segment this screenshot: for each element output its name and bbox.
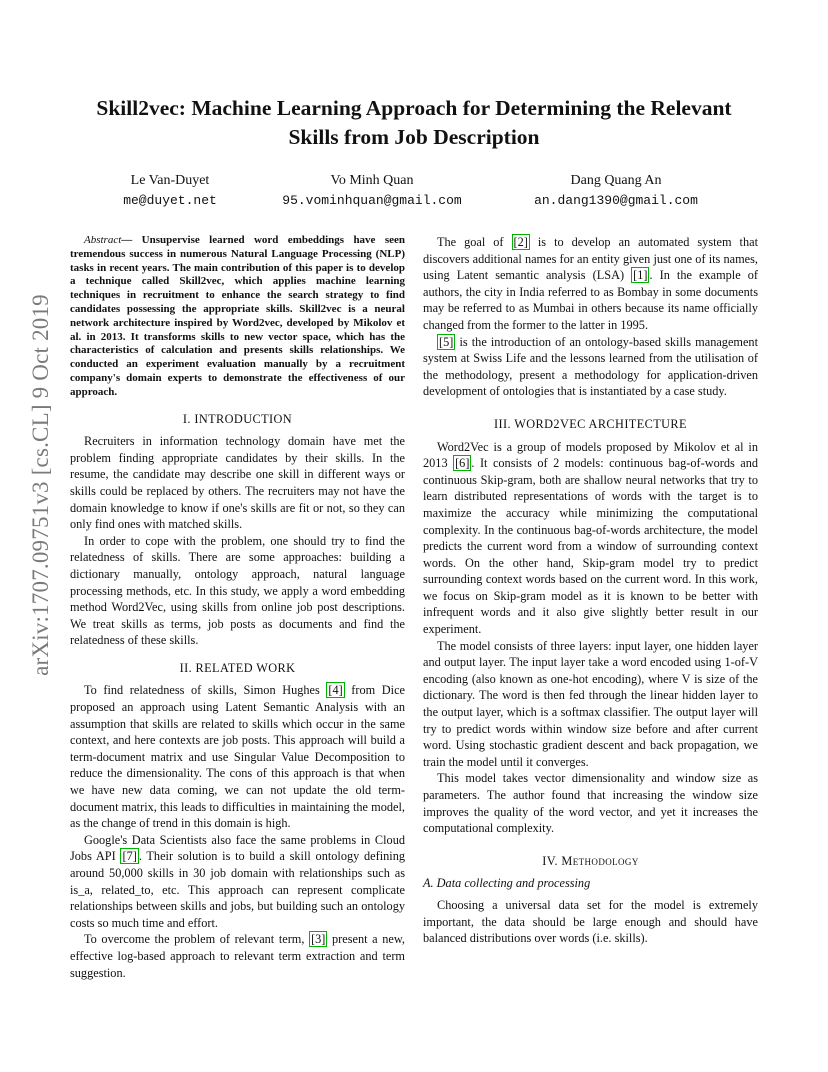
author-email: an.dang1390@gmail.com bbox=[534, 193, 698, 208]
arxiv-identifier: arXiv:1707.09751v3 [cs.CL] 9 Oct 2019 bbox=[28, 293, 53, 676]
citation-link[interactable]: [4] bbox=[328, 683, 343, 698]
subsection-heading: A. Data collecting and processing bbox=[423, 876, 591, 891]
paragraph: To find relatedness of skills, Simon Hughes [4] from Dice proposed an approach using Latent Semantic Analysis with an assumption that skills are related to skills which occur in the same context, and here contexts are job posts. This approach will build a term-document matrix and use Singular Value Decomposition to reduce the dimensionality. The cons of this approach is that when we have new data coming, we can not update the old term-document matrix, this leads to difficulties in maintaining the model, as the change of trend in this domain is high. bbox=[70, 683, 406, 831]
paragraph: Choosing a universal data set for the model is extremely important, the data should be large enough and should have balanced distributions over words (i.e. skills). bbox=[423, 897, 758, 946]
citation-link[interactable]: [3] bbox=[311, 932, 326, 947]
author-name: Vo Minh Quan bbox=[330, 173, 414, 188]
abstract bbox=[70, 234, 405, 400]
author-name: Le Van-Duyet bbox=[130, 173, 210, 188]
author-1 bbox=[95, 171, 245, 211]
citation-link[interactable]: [6] bbox=[455, 456, 470, 471]
abstract-label: Abstract bbox=[84, 234, 122, 246]
abstract-text: — Unsupervise learned word embeddings have seen tremendous success in numerous Natural Language Processing (NLP) tasks in recent years. The main contribution of this paper is to develop a technique called Skill2vec, which applies machine learning techniques in recruitment to enhance the search strategy to find candidates possessing the appropriate skills. Skill2vec is a neural network architecture inspired by Word2vec, developed by Mikolov et al. in 2013. It transforms skills to new vector space, which has the characteristics of calculation and presents skills relationships. We conducted an experiment evaluation manually by a recruitment company's domain experts to demonstrate the effectiveness of our approach. bbox=[70, 234, 405, 398]
section-heading-related-work: II. RELATED WORK bbox=[179, 660, 296, 675]
paragraph: Word2Vec is a group of models proposed by Mikolov et al in 2013 [6] . It consists of 2 models: continuous bag-of-words and continuous Skip-gram, both are shallow neural networks that try to learn distributed representations of words with the target is to maximize the accuracy while minimizing the computational complexity. In the continuous bag-of-words architecture, the model predicts the current word from a window of surrounding context words. On the other hand, Skip-gram model try to predict surrounding context words based on the current word. In this work, we focus on Skip-gram model as it is known to be better with infrequent words and it also give slightly better result in our experiment. bbox=[423, 439, 759, 637]
paragraph: Recruiters in information technology domain have met the problem finding appropriate candidates by their skills. In the resume, the candidate may describe one skill in different ways or skills could be replaced by others. The recruiters may not have the domain knowledge to know if one's skills are fit or not, so they can only find ones with matched skills. bbox=[70, 434, 405, 532]
citation-link[interactable]: [2] bbox=[513, 235, 528, 249]
section-heading-methodology: IV. Methodology bbox=[542, 853, 639, 868]
right-column bbox=[423, 234, 758, 947]
paragraph: [5] is the introduction of an ontology-based skills management system at Swiss Life and the lessons learned from the utilisation of the methodology, present a methodology for application-driven development of ontologies that is instantiated by a case study. bbox=[423, 334, 758, 399]
section-heading-word2vec: III. WORD2VEC ARCHITECTURE bbox=[494, 416, 687, 431]
citation-link[interactable]: [5] bbox=[439, 334, 454, 349]
paper-title: Skill2vec: Machine Learning Approach for Determining the Relevant Skills from Job Description bbox=[96, 96, 732, 149]
paragraph: Google's Data Scientists also face the same problems in Cloud Jobs API [7] . Their solution is to build a skill ontology defining around 50,000 skills in 30 job domain with relationships such as is_a, related_to, etc. This approach can represent complicate relationships between skills and jobs, but building such an ontology costs so much time and effort. bbox=[70, 832, 405, 930]
section-heading-introduction: I. INTRODUCTION bbox=[182, 411, 293, 426]
paragraph: This model takes vector dimensionality and window size as parameters. The author found that increasing the window size improves the quality of the word vector, and yet it increases the computational complexity. bbox=[423, 771, 758, 836]
left-column bbox=[70, 234, 405, 981]
paragraph: To overcome the problem of relevant term, [3] present a new, effective log-based approach to relevant term extraction and term suggestion. bbox=[70, 932, 405, 980]
author-2 bbox=[256, 171, 488, 211]
citation-link[interactable]: [1] bbox=[633, 268, 648, 283]
author-email: me@duyet.net bbox=[123, 193, 217, 208]
author-email: 95.vominhquan@gmail.com bbox=[282, 193, 462, 208]
citation-link[interactable]: [7] bbox=[122, 849, 137, 864]
author-name: Dang Quang An bbox=[570, 173, 662, 188]
paragraph: In order to cope with the problem, one should try to find the relatedness of skills. There are some approaches: building a dictionary manually, ontology approach, natural language processing methods, etc. In this study, we apply a word embedding method Word2Vec, using skills from online job post descriptions. We treat skills as terms, job posts as documents and find the relatedness of these skills. bbox=[70, 533, 405, 648]
author-3 bbox=[512, 171, 720, 211]
paragraph: The goal of [2] is to develop an automated system that discovers additional names for an entity given just one of its names, using Latent semantic analysis (LSA) [1] . In the example of authors, the city in India referred to as Bombay in some documents may be referred to as Mumbai in others because its name officially changed from the former to the latter in 1995. bbox=[423, 235, 758, 332]
paragraph: The model consists of three layers: input layer, one hidden layer and output layer. The input layer take a word encoded using 1-of-V encoding (also known as one-hot encoding), where V is size of the dictionary. The word is then fed through the linear hidden layer to the output layer, which is a softmax classifier. The output layer will try to predict words within window size before and after current word. Using stochastic gradient descent and back propagation, we train the model until it converges. bbox=[423, 638, 758, 769]
arxiv-sidebar-stamp bbox=[24, 292, 58, 677]
